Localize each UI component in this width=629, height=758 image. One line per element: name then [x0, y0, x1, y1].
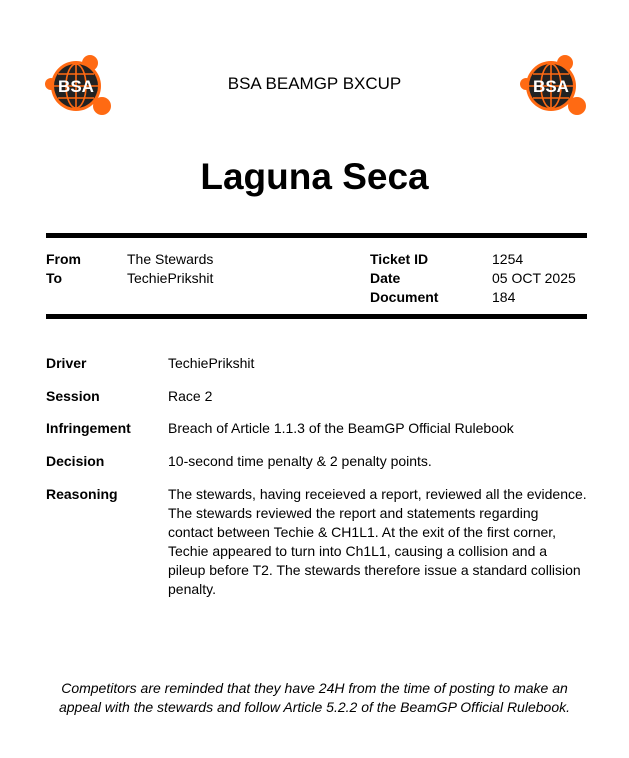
page-title: Laguna Seca: [200, 156, 429, 197]
reasoning-line: contact between Techie & CH1L1. At the exit of the first corner,: [168, 524, 557, 540]
reasoning-line: Techie appeared to turn into Ch1L1, causing a collision and a: [168, 543, 548, 559]
reasoning-line: The stewards reviewed the report and statements regarding: [168, 505, 539, 521]
driver-value: TechiePrikshit: [168, 355, 255, 371]
reasoning-label: Reasoning: [46, 486, 118, 502]
driver-label: Driver: [46, 355, 87, 371]
to-label: To: [46, 270, 63, 286]
date-value: 05 OCT 2025: [492, 270, 576, 286]
notice-line: Competitors are reminded that they have 24H from the time of posting to make an: [61, 680, 568, 696]
reasoning-line: The stewards, having receieved a report, reviewed all the evidence.: [168, 486, 587, 502]
reasoning-line: penalty.: [168, 581, 216, 597]
series-name: BSA BEAMGP BXCUP: [227, 74, 402, 93]
divider: [46, 233, 587, 238]
notice-line: appeal with the stewards and follow Article 5.2.2 of the BeamGP Official Rulebook.: [58, 699, 570, 715]
document-value: 184: [492, 289, 516, 305]
svg-text:BSA: BSA: [58, 77, 94, 96]
reasoning-line: pileup before T2. The stewards therefore issue a standard collision: [168, 562, 581, 578]
decision-label: Decision: [46, 453, 105, 469]
infringement-label: Infringement: [46, 420, 131, 436]
appeal-notice: [0, 679, 629, 717]
from-label: From: [46, 251, 81, 267]
to-value: TechiePrikshit: [127, 270, 214, 286]
ticket-label: Ticket ID: [370, 251, 429, 267]
session-value: Race 2: [168, 388, 213, 404]
svg-text:BSA: BSA: [533, 77, 569, 96]
reasoning-text: [168, 485, 598, 599]
infringement-value: Breach of Article 1.1.3 of the BeamGP Official Rulebook: [168, 420, 514, 436]
from-value: The Stewards: [127, 251, 214, 267]
decision-value: 10-second time penalty & 2 penalty points.: [168, 453, 432, 469]
ticket-value: 1254: [492, 251, 524, 267]
session-label: Session: [46, 388, 100, 404]
date-label: Date: [370, 270, 401, 286]
divider: [46, 314, 587, 319]
document-label: Document: [370, 289, 439, 305]
